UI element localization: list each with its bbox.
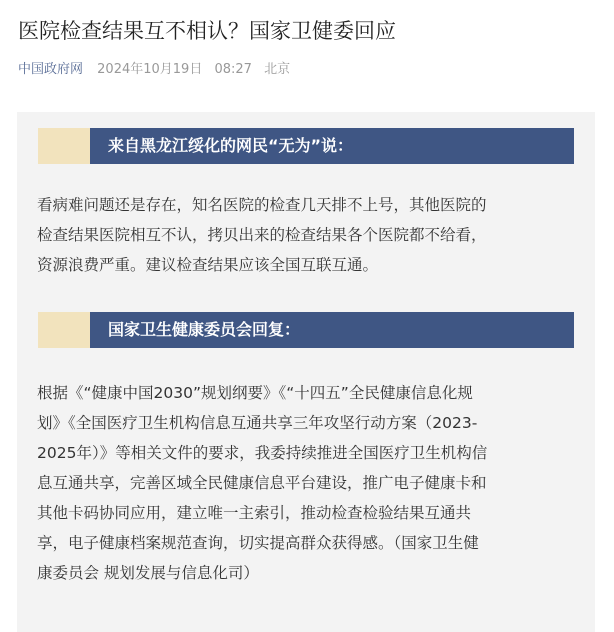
netizen-message	[37, 190, 577, 280]
paragraph-line: 检查结果医院相互不认，拷贝出来的检查结果各个医院都不给看，	[37, 226, 487, 244]
reply-message	[37, 378, 577, 588]
paragraph-line: 资源浪费严重。建议检查结果应该全国互联互通。	[37, 256, 379, 274]
article-title: 医院检查结果互不相认？国家卫健委回应	[18, 19, 396, 43]
qa-card	[17, 112, 595, 632]
article-meta	[18, 60, 298, 80]
reply-heading: 国家卫生健康委员会回复：	[108, 320, 301, 339]
heading-accent-block	[38, 312, 90, 348]
paragraph-line: 根据《“健康中国2030”规划纲要》《“十四五”全民健康信息化规	[37, 384, 473, 402]
publish-date: 2024年10月19日	[97, 62, 203, 77]
paragraph-line: 息互通共享，完善区域全民健康信息平台建设，推广电子健康卡和	[37, 474, 487, 492]
paragraph-line: 2025年）》等相关文件的要求，我委持续推进全国医疗卫生机构信	[37, 444, 488, 462]
reply-heading-banner	[38, 312, 574, 348]
publish-location: 北京	[264, 62, 291, 77]
heading-accent-block	[38, 128, 90, 164]
paragraph-line: 享，电子健康档案规范查询，切实提高群众获得感。（国家卫生健	[37, 534, 479, 552]
netizen-heading-banner	[38, 128, 574, 164]
paragraph-line: 看病难问题还是存在，知名医院的检查几天排不上号，其他医院的	[37, 196, 487, 214]
netizen-heading: 来自黑龙江绥化的网民“无为”说：	[108, 136, 354, 155]
paragraph-line: 康委员会 规划发展与信息化司）	[37, 564, 259, 582]
paragraph-line: 其他卡码协同应用，建立唯一主索引，推动检查检验结果互通共	[37, 504, 472, 522]
publish-time: 08:27	[214, 62, 252, 77]
source-link[interactable]: 中国政府网	[18, 62, 84, 77]
paragraph-line: 划》《全国医疗卫生机构信息互通共享三年攻坚行动方案（2023-	[37, 414, 478, 432]
